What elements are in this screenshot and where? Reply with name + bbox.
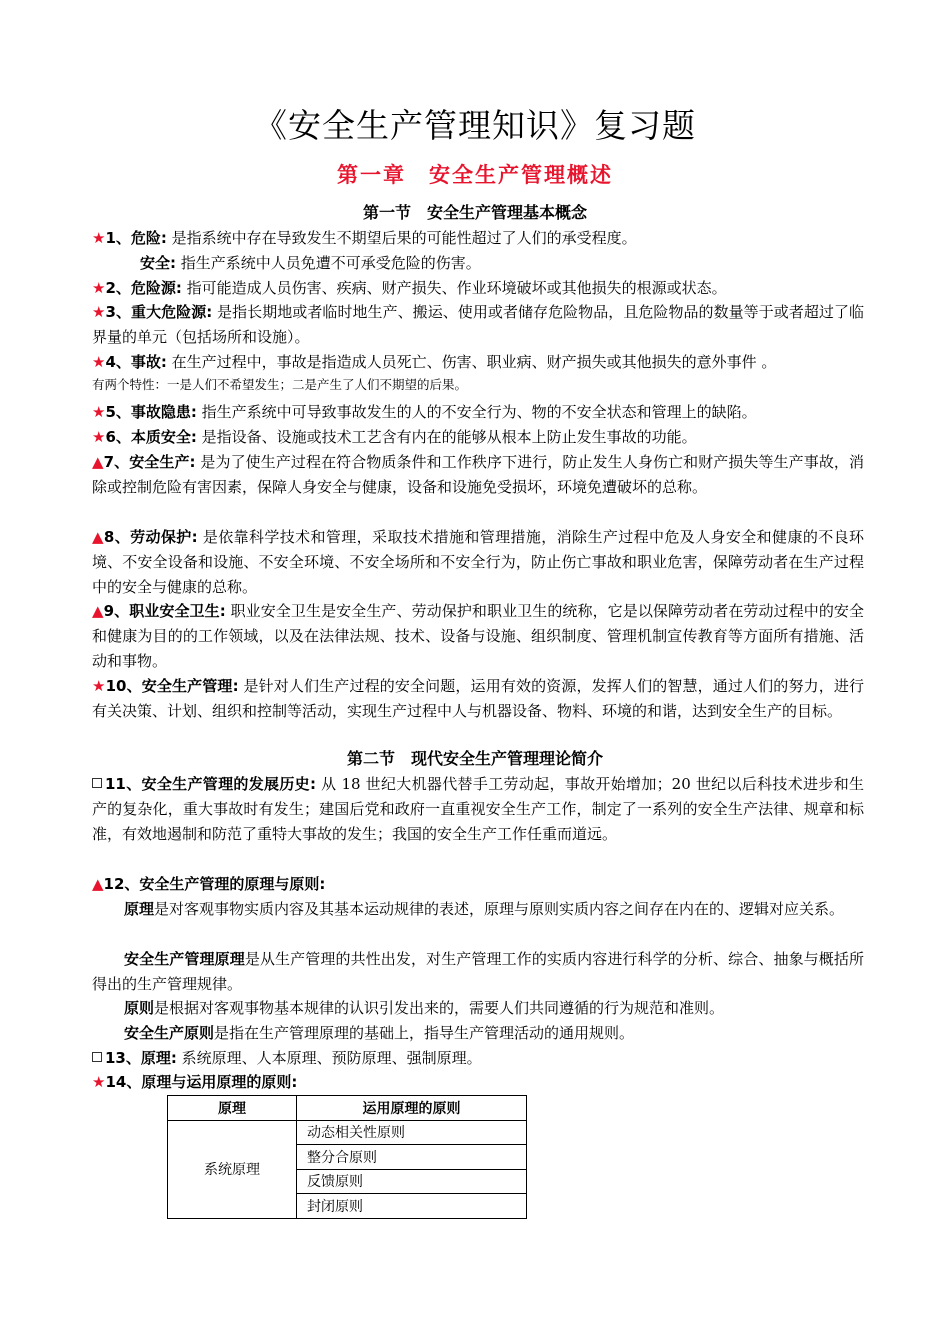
item-4 bbox=[92, 350, 864, 375]
item-6 bbox=[92, 425, 864, 450]
item-term: 4、事故: bbox=[105, 353, 167, 371]
item-term: 3、重大危险源: bbox=[105, 303, 213, 321]
star-icon: ★ bbox=[92, 353, 106, 371]
square-bullet-icon bbox=[92, 1052, 102, 1062]
item-1 bbox=[92, 226, 864, 251]
item-7 bbox=[92, 450, 864, 500]
keyword: 原则 bbox=[124, 999, 155, 1017]
item-term: 10、安全生产管理: bbox=[105, 677, 239, 695]
table-cell: 整分合原则 bbox=[297, 1145, 527, 1170]
item-10 bbox=[92, 674, 864, 724]
item-8 bbox=[92, 525, 864, 600]
item-text: 指可能造成人员伤害、疾病、财产损失、作业环境破坏或其他损失的根源或状态。 bbox=[181, 279, 727, 297]
item-4b: 有两个特性：一是人们不希望发生；二是产生了人们不期望的后果。 bbox=[92, 377, 468, 392]
item-3 bbox=[92, 300, 864, 350]
item-text: 在生产过程中，事故是指造成人员死亡、伤害、职业病、财产损失或其他损失的意外事件 。 bbox=[166, 353, 777, 371]
item-text: 是从生产管理的共性出发，对生产管理工作的实质内容进行科学的分析、综合、抽象与概括所得出的生产管理规律。 bbox=[92, 950, 864, 993]
item-text: 从 18 世纪大机器代替手工劳动起，事故开始增加；20 世纪以后科技术进步和生产的复杂化，重大事故时有发生；建国后党和政府一直重视安全生产工作，制定了一系列的安全生产法律、规章和标准，有效地遏制和防范了重特大事故的发生；我国的安全生产工作任重而道远。 bbox=[92, 775, 865, 843]
item-12-safety-principle bbox=[92, 947, 864, 997]
item-text: 指生产系统中可导致事故发生的人的不安全行为、物的不安全状态和管理上的缺陷。 bbox=[196, 403, 757, 421]
star-icon: ★ bbox=[92, 1073, 106, 1091]
keyword: 原理 bbox=[124, 900, 155, 918]
item-term: 2、危险源: bbox=[105, 279, 182, 297]
triangle-icon: ▲ bbox=[92, 528, 104, 546]
table-cell: 封闭原则 bbox=[297, 1194, 527, 1219]
item-text: 指生产系统中人员免遭不可承受危险的伤害。 bbox=[176, 254, 481, 272]
table-cell: 反馈原则 bbox=[297, 1169, 527, 1194]
table-header: 原理 bbox=[168, 1096, 297, 1121]
item-12-safety-rule bbox=[92, 1021, 864, 1046]
section-heading-1: 第一节 安全生产管理基本概念 bbox=[362, 203, 587, 222]
item-2 bbox=[92, 276, 864, 301]
item-term: 8、劳动保护: bbox=[103, 528, 198, 546]
item-text: 是指设备、设施或技术工艺含有内在的能够从根本上防止发生事故的功能。 bbox=[196, 428, 697, 446]
item-term: 9、职业安全卫生: bbox=[103, 602, 226, 620]
keyword: 安全生产原则 bbox=[124, 1024, 215, 1042]
item-12-principle bbox=[92, 897, 864, 922]
star-icon: ★ bbox=[92, 303, 106, 321]
item-term: 7、安全生产: bbox=[103, 453, 196, 471]
item-term: 5、事故隐患: bbox=[105, 403, 197, 421]
item-5 bbox=[92, 400, 864, 425]
item-term: 1、危险: bbox=[105, 229, 167, 247]
star-icon: ★ bbox=[92, 428, 106, 446]
section-heading-2: 第二节 现代安全生产管理理论简介 bbox=[346, 749, 603, 768]
item-text: 是对客观事物实质内容及其基本运动规律的表述，原理与原则实质内容之间存在内在的、逻辑对应关系。 bbox=[154, 900, 845, 918]
table-header-row bbox=[168, 1096, 527, 1121]
item-11 bbox=[92, 772, 864, 847]
item-text: 是根据对客观事物基本规律的认识引发出来的，需要人们共同遵循的行为规范和准则。 bbox=[154, 999, 725, 1017]
chapter-heading: 第一章 安全生产管理概述 bbox=[337, 162, 613, 187]
triangle-icon: ▲ bbox=[92, 602, 104, 620]
table-row bbox=[168, 1120, 527, 1145]
star-icon: ★ bbox=[92, 677, 106, 695]
item-9 bbox=[92, 599, 864, 674]
table-header: 运用原理的原则 bbox=[297, 1096, 527, 1121]
star-icon: ★ bbox=[92, 279, 106, 297]
item-13 bbox=[92, 1046, 864, 1071]
item-14 bbox=[92, 1070, 864, 1095]
item-text: 是依靠科学技术和管理，采取技术措施和管理措施，消除生产过程中危及人身安全和健康的不良环境、不安全设备和设施、不安全环境、不安全场所和不安全行为，防止伤亡事故和职业危害，保障劳动者在生产过程中的安全与健康的总称。 bbox=[92, 528, 864, 596]
document-title: 《安全生产管理知识》复习题 bbox=[254, 106, 696, 145]
table-group-cell: 系统原理 bbox=[168, 1120, 297, 1218]
item-term: 14、原理与运用原理的原则: bbox=[105, 1073, 298, 1091]
item-12 bbox=[92, 872, 864, 897]
triangle-icon: ▲ bbox=[92, 453, 104, 471]
item-1b bbox=[92, 251, 912, 276]
item-text: 是针对人们生产过程的安全问题，运用有效的资源，发挥人们的智慧，通过人们的努力，进行有关决策、计划、组织和控制等活动，实现生产过程中人与机器设备、物料、环境的和谐，达到安全生产的目标。 bbox=[92, 677, 865, 720]
item-term: 11、安全生产管理的发展历史: bbox=[105, 775, 316, 793]
item-term: 13、原理: bbox=[105, 1049, 177, 1067]
item-text: 是指在生产管理原理的基础上，指导生产管理活动的通用规则。 bbox=[214, 1024, 635, 1042]
square-bullet-icon bbox=[92, 778, 102, 788]
table-cell: 动态相关性原则 bbox=[297, 1120, 527, 1145]
keyword: 安全生产管理原理 bbox=[124, 950, 245, 968]
item-text: 是指系统中存在导致发生不期望后果的可能性超过了人们的承受程度。 bbox=[166, 229, 637, 247]
item-term: 安全: bbox=[140, 254, 176, 272]
item-term: 12、安全生产管理的原理与原则: bbox=[103, 875, 326, 893]
star-icon: ★ bbox=[92, 403, 106, 421]
star-icon: ★ bbox=[92, 229, 106, 247]
principles-table bbox=[167, 1095, 527, 1219]
triangle-icon: ▲ bbox=[92, 875, 104, 893]
item-text: 职业安全卫生是安全生产、劳动保护和职业卫生的统称，它是以保障劳动者在劳动过程中的安全和健康为目的的工作领域，以及在法律法规、技术、设备与设施、组织制度、管理机制宣传教育等方面所有措施、活动和事物。 bbox=[92, 602, 864, 670]
item-term: 6、本质安全: bbox=[105, 428, 197, 446]
item-text: 系统原理、人本原理、预防原理、强制原理。 bbox=[176, 1049, 482, 1067]
item-text: 是指长期地或者临时地生产、搬运、使用或者储存危险物品，且危险物品的数量等于或者超过了临界量的单元（包括场所和设施）。 bbox=[92, 303, 865, 346]
item-text: 是为了使生产过程在符合物质条件和工作秩序下进行，防止发生人身伤亡和财产损失等生产事故，消除或控制危险有害因素，保障人身安全与健康，设备和设施免受损坏，环境免遭破坏的总称。 bbox=[92, 453, 864, 496]
item-12-rule bbox=[92, 996, 864, 1021]
